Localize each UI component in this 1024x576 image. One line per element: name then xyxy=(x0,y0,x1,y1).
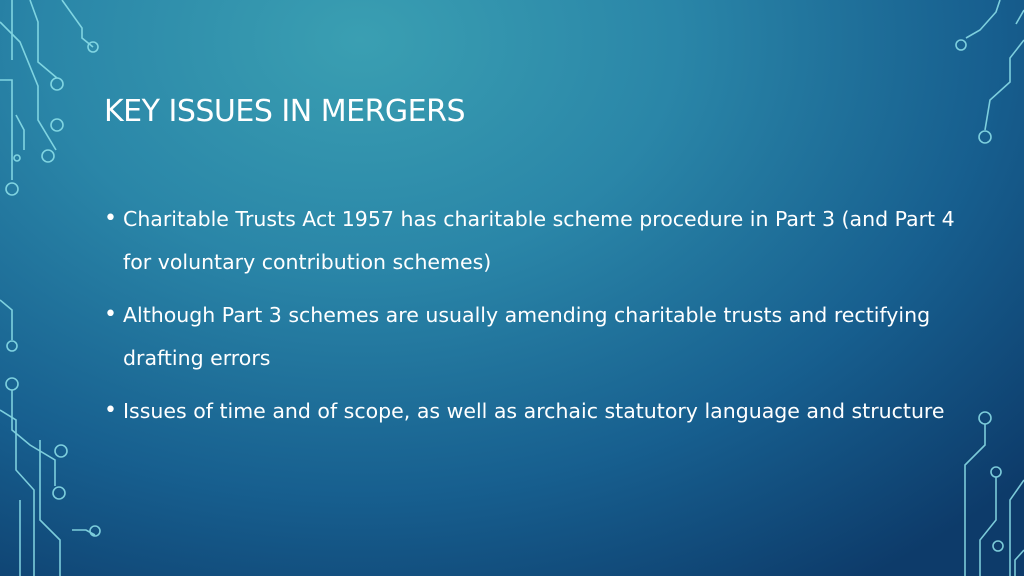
bullet-item xyxy=(104,390,964,433)
bullet-item xyxy=(104,294,964,380)
bullet-text: Issues of time and of scope, as well as archaic statutory language and structure xyxy=(123,399,945,423)
bullet-list xyxy=(104,198,964,443)
bullet-dot-icon: • xyxy=(104,206,117,231)
bullet-text: Although Part 3 schemes are usually amending charitable trusts and rectifying drafting errors xyxy=(123,303,931,370)
bullet-dot-icon: • xyxy=(104,398,117,423)
bullet-item xyxy=(104,198,964,284)
slide-title: KEY ISSUES IN MERGERS xyxy=(104,94,466,129)
bullet-dot-icon: • xyxy=(104,302,117,327)
bullet-text: Charitable Trusts Act 1957 has charitable scheme procedure in Part 3 (and Part 4 for voluntary contribution schemes) xyxy=(123,207,955,274)
